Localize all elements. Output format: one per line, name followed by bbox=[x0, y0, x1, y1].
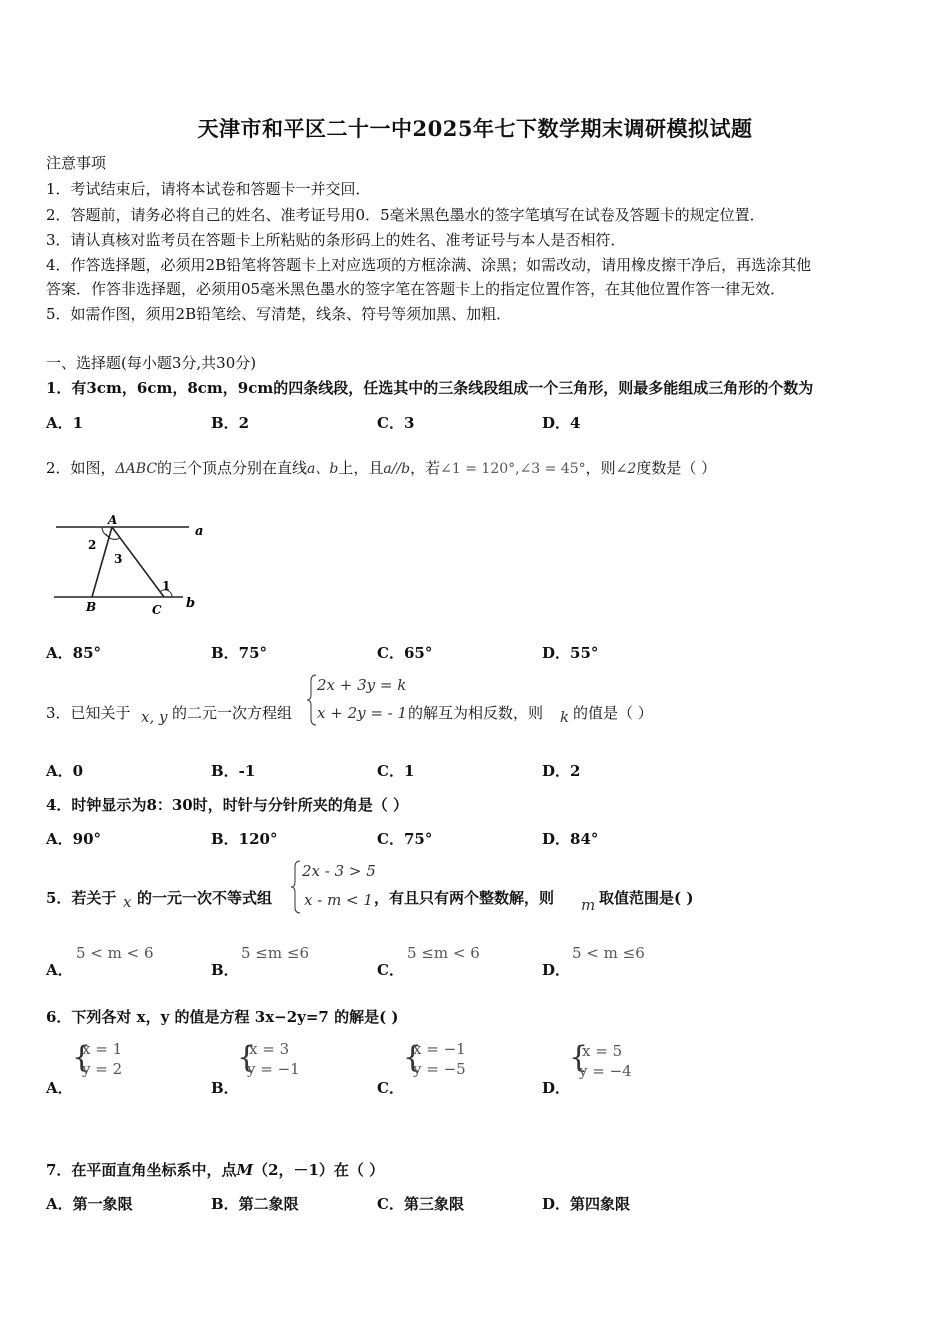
q1-option-b: B．2 bbox=[211, 414, 250, 432]
question-7-text bbox=[46, 1159, 384, 1180]
question-6-text: 6．下列各对 x，y 的值是方程 3x−2y=7 的解是( ) bbox=[46, 1008, 399, 1026]
q6-option-d-line1: x = 5 bbox=[582, 1042, 623, 1060]
q4-option-b: B．120° bbox=[211, 830, 278, 848]
note-line: 3．请认真核对监考员在答题卡上所粘贴的条形码上的姓名、准考证号与本人是否相符． bbox=[46, 231, 626, 249]
q3-option-c: C．1 bbox=[377, 762, 415, 780]
q3-text-part: 的二元一次方程组 bbox=[172, 704, 293, 722]
figure-label-c-vertex: C bbox=[152, 603, 162, 617]
q6-option-c-brace: { bbox=[403, 1040, 423, 1075]
q2-math-parallel: a//b bbox=[383, 461, 411, 477]
q5-inequality-1: 2x - 3 > 5 bbox=[302, 862, 376, 880]
section-heading: 一、选择题(每小题3分,共30分) bbox=[46, 354, 257, 372]
q3-text-part: 3．已知关于 bbox=[46, 704, 131, 722]
q6-option-b-brace: { bbox=[237, 1040, 257, 1075]
q6-option-c-line2: y = −5 bbox=[413, 1060, 466, 1078]
q6-option-a-label: A． bbox=[46, 1079, 73, 1097]
q2-math-angles: ∠1 = 120°,∠3 = 45° bbox=[440, 461, 586, 477]
q7-option-c: C．第三象限 bbox=[377, 1195, 464, 1213]
note-line: 2．答题前，请务必将自己的姓名、准考证号用0．5毫米黑色墨水的签字笔填写在试卷及答题卡的规定位置． bbox=[46, 206, 765, 224]
note-line: 1．考试结束后，请将本试卷和答题卡一并交回． bbox=[46, 180, 371, 198]
q3-option-b: B．-1 bbox=[211, 762, 256, 780]
question-2-text bbox=[46, 457, 716, 478]
figure-label-line-b: b bbox=[186, 596, 196, 611]
q6-option-b-line1: x = 3 bbox=[249, 1040, 290, 1058]
q7-text-part: （2，－1）在（ ） bbox=[253, 1161, 385, 1179]
q6-option-a-brace: { bbox=[72, 1040, 92, 1075]
q5-text-part: 的一元一次不等式组 bbox=[137, 889, 273, 907]
question-1-text: 1．有3cm，6cm，8cm，9cm的四条线段，任选其中的三条线段组成一个三角形，则最多能组成三角形的个数为 bbox=[46, 379, 814, 397]
q2-math-angle2: ∠2 bbox=[615, 461, 637, 477]
q5-option-d-expr: 5 < m ≤6 bbox=[572, 944, 645, 962]
figure-label-angle-1: 1 bbox=[162, 579, 171, 593]
q5-math-m: m bbox=[581, 896, 596, 914]
q2-text-part: 的三个顶点分别在直线 bbox=[157, 459, 308, 477]
q7-option-d: D．第四象限 bbox=[542, 1195, 631, 1213]
q6-option-d-brace: { bbox=[569, 1040, 589, 1075]
q6-option-a-line2: y = 2 bbox=[82, 1060, 123, 1078]
q6-option-d-label: D． bbox=[542, 1079, 571, 1097]
q5-text-part: ，有且只有两个整数解，则 bbox=[374, 889, 555, 907]
q5-text-part: 取值范围是( ) bbox=[599, 889, 694, 907]
q6-option-d-line2: y = −4 bbox=[579, 1062, 632, 1080]
figure-label-angle-3: 3 bbox=[114, 552, 123, 566]
q7-math-m: M bbox=[236, 1161, 254, 1179]
note-line: 5．如需作图，须用2B铅笔绘、写清楚，线条、符号等须加黑、加粗． bbox=[46, 305, 512, 323]
q2-triangle-figure bbox=[46, 508, 216, 624]
q5-option-c-label: C． bbox=[377, 961, 404, 979]
q5-option-a-label: A． bbox=[46, 961, 73, 979]
q2-text-part: 度数是（ ） bbox=[636, 459, 717, 477]
q5-option-b-expr: 5 ≤m ≤6 bbox=[241, 944, 309, 962]
q3-text-part: 的解互为相反数，则 bbox=[408, 704, 544, 722]
q5-math-x: x bbox=[123, 893, 132, 911]
q6-option-c-label: C． bbox=[377, 1079, 404, 1097]
q3-equation-1: 2x + 3y = k bbox=[317, 676, 407, 694]
q2-math-lines: a、b bbox=[307, 461, 339, 477]
q7-option-b: B．第二象限 bbox=[211, 1195, 299, 1213]
notes-heading: 注意事项 bbox=[46, 154, 107, 172]
q3-option-a: A．0 bbox=[46, 762, 84, 780]
q5-inequality-2: x - m < 1 bbox=[304, 891, 373, 909]
note-line: 答案．作答非选择题，必须用05毫米黑色墨水的签字笔在答题卡上的指定位置作答，在其他位置作答一律无效． bbox=[46, 280, 786, 298]
q2-option-c: C．65° bbox=[377, 644, 433, 662]
figure-label-a-vertex: A bbox=[108, 513, 118, 527]
q1-option-a: A．1 bbox=[46, 414, 84, 432]
figure-label-line-a: a bbox=[195, 524, 204, 539]
q5-option-d-label: D． bbox=[542, 961, 571, 979]
q4-option-c: C．75° bbox=[377, 830, 433, 848]
q7-text-part: 7．在平面直角坐标系中，点 bbox=[46, 1161, 237, 1179]
question-4-text: 4．时钟显示为8：30时，时针与分针所夹的角是（ ） bbox=[46, 796, 408, 814]
q3-equation-2: x + 2y = - 1 bbox=[317, 704, 408, 722]
figure-label-angle-2: 2 bbox=[88, 538, 97, 552]
q6-option-a-line1: x = 1 bbox=[82, 1040, 123, 1058]
q5-option-c-expr: 5 ≤m < 6 bbox=[407, 944, 480, 962]
q3-math-k: k bbox=[560, 708, 570, 726]
q2-option-b: B．75° bbox=[211, 644, 268, 662]
q5-text-part: 5．若关于 bbox=[46, 889, 117, 907]
q2-text-part: 2．如图， bbox=[46, 459, 116, 477]
q5-option-b-label: B． bbox=[211, 961, 239, 979]
note-line: 4．作答选择题，必须用2B铅笔将答题卡上对应选项的方框涂满、涂黑；如需改动，请用橡皮擦干净后，再选涂其他 bbox=[46, 256, 812, 274]
q5-option-a-expr: 5 < m < 6 bbox=[76, 944, 154, 962]
q2-text-part: 上，且 bbox=[338, 459, 384, 477]
q6-option-b-label: B． bbox=[211, 1079, 239, 1097]
q2-option-a: A．85° bbox=[46, 644, 102, 662]
q3-math-xy: x, y bbox=[141, 708, 168, 726]
page-title: 天津市和平区二十一中2025年七下数学期末调研模拟试题 bbox=[197, 116, 753, 141]
q2-text-part: ，若 bbox=[410, 459, 441, 477]
q7-option-a: A．第一象限 bbox=[46, 1195, 133, 1213]
q3-text-part: 的值是（ ） bbox=[573, 704, 653, 722]
q1-option-d: D．4 bbox=[542, 414, 581, 432]
q2-text-part: ，则 bbox=[585, 459, 616, 477]
q6-option-c-line1: x = −1 bbox=[413, 1040, 466, 1058]
q5-system-brace bbox=[289, 859, 303, 915]
q3-option-d: D．2 bbox=[542, 762, 581, 780]
q1-option-c: C．3 bbox=[377, 414, 415, 432]
q6-option-b-line2: y = −1 bbox=[247, 1060, 300, 1078]
q2-option-d: D．55° bbox=[542, 644, 599, 662]
q4-option-d: D．84° bbox=[542, 830, 599, 848]
figure-label-b-vertex: B bbox=[86, 600, 97, 614]
q2-math-triangle: ΔABC bbox=[115, 461, 158, 477]
q4-option-a: A．90° bbox=[46, 830, 102, 848]
